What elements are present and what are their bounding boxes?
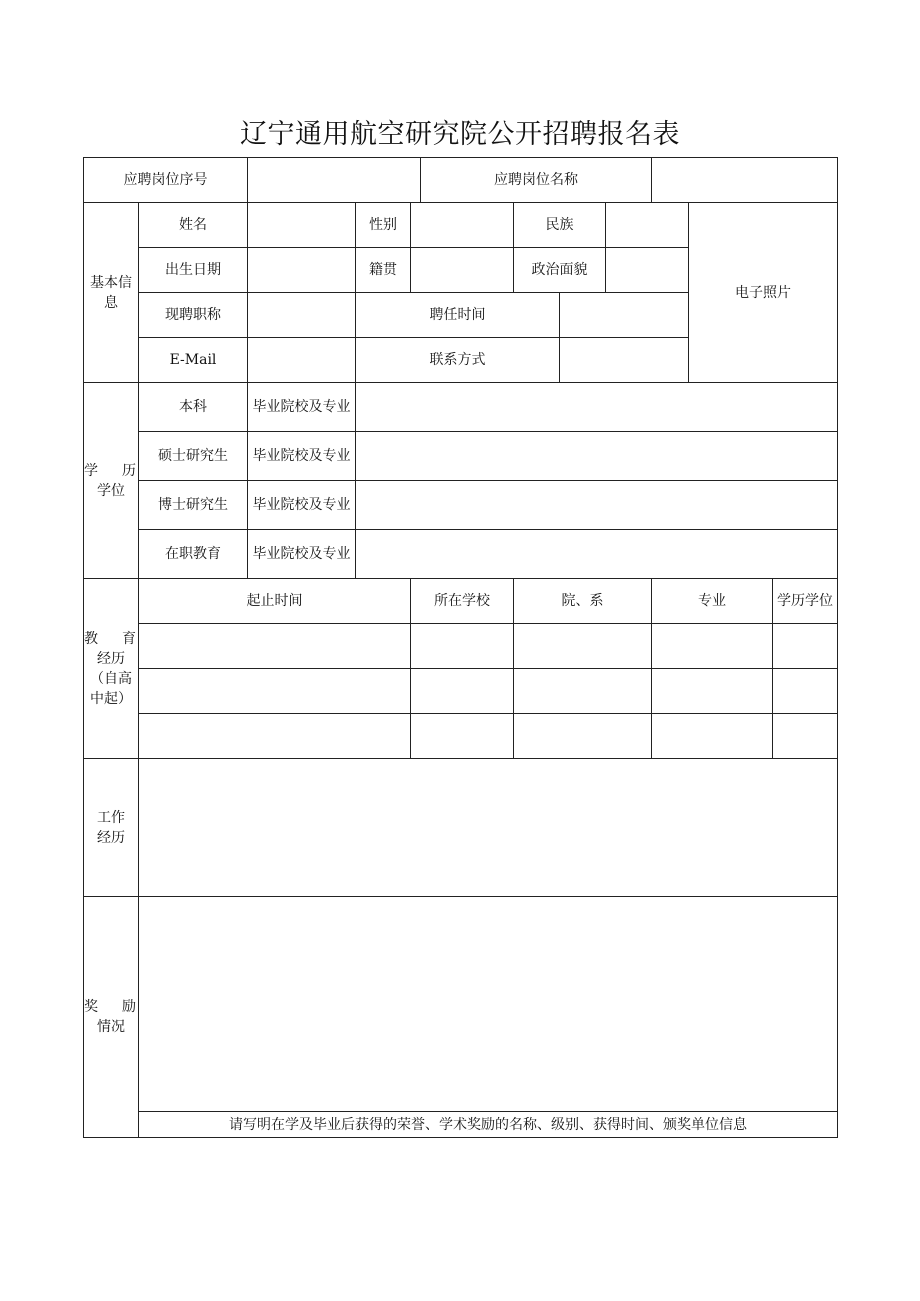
- degree-level-label: 本科: [139, 383, 248, 432]
- native-place-field[interactable]: [411, 248, 514, 293]
- work-section-label: 工作 经历: [84, 759, 139, 897]
- page-title: 辽宁通用航空研究院公开招聘报名表: [240, 119, 680, 150]
- email-field[interactable]: [248, 338, 356, 383]
- edu-col-major: 专业: [652, 579, 773, 624]
- title-label: 现聘职称: [139, 293, 248, 338]
- degree-section-label: 学 历 学位: [84, 383, 139, 579]
- degree-school-label: 毕业院校及专业: [248, 383, 356, 432]
- ethnicity-label: 民族: [514, 203, 606, 248]
- contact-field[interactable]: [560, 338, 773, 383]
- degree-level-label: 在职教育: [139, 530, 248, 579]
- edu-school-cell[interactable]: [411, 714, 514, 759]
- birthdate-label: 出生日期: [139, 248, 248, 293]
- gender-label: 性别: [356, 203, 411, 248]
- table-row: [84, 624, 838, 669]
- degree-school-field[interactable]: [356, 481, 838, 530]
- title-field[interactable]: [248, 293, 356, 338]
- edu-degree-cell[interactable]: [773, 624, 838, 669]
- degree-level-label: 硕士研究生: [139, 432, 248, 481]
- edu-col-department: 院、系: [514, 579, 652, 624]
- edu-department-cell[interactable]: [514, 669, 652, 714]
- awards-field[interactable]: [139, 897, 838, 1112]
- edu-department-cell[interactable]: [514, 624, 652, 669]
- political-label: 政治面貌: [514, 248, 606, 293]
- table-row: [84, 669, 838, 714]
- edu-major-cell[interactable]: [652, 714, 773, 759]
- work-history-field[interactable]: [139, 759, 838, 897]
- native-place-label: 籍贯: [356, 248, 411, 293]
- edu-school-cell[interactable]: [411, 669, 514, 714]
- edu-school-cell[interactable]: [411, 624, 514, 669]
- edu-col-degree: 学历学位: [773, 579, 838, 624]
- post-number-label: 应聘岗位序号: [84, 158, 248, 203]
- degree-school-label: 毕业院校及专业: [248, 481, 356, 530]
- degree-school-field[interactable]: [356, 530, 838, 579]
- registration-form: [83, 157, 838, 1138]
- gender-field[interactable]: [411, 203, 514, 248]
- edu-degree-cell[interactable]: [773, 669, 838, 714]
- political-field[interactable]: [606, 248, 689, 293]
- post-name-field[interactable]: [652, 158, 838, 203]
- edu-degree-cell[interactable]: [773, 714, 838, 759]
- post-name-label: 应聘岗位名称: [421, 158, 652, 203]
- edu-period-cell[interactable]: [139, 669, 411, 714]
- basic-info-section-label: 基本信息: [84, 203, 139, 383]
- education-section-label: 教 育 经历（自高 中起）: [84, 579, 139, 759]
- awards-note: 请写明在学及毕业后获得的荣誉、学术奖励的名称、级别、获得时间、颁奖单位信息: [139, 1112, 838, 1138]
- degree-school-field[interactable]: [356, 432, 838, 481]
- edu-major-cell[interactable]: [652, 669, 773, 714]
- appoint-time-label: 聘任时间: [356, 293, 560, 338]
- edu-period-cell[interactable]: [139, 624, 411, 669]
- degree-school-label: 毕业院校及专业: [248, 432, 356, 481]
- photo-area[interactable]: 电子照片: [689, 203, 838, 383]
- email-label: E-Mail: [139, 338, 248, 383]
- ethnicity-field[interactable]: [606, 203, 689, 248]
- table-row: [84, 714, 838, 759]
- awards-section-label: 奖 励 情况: [84, 897, 139, 1138]
- degree-school-label: 毕业院校及专业: [248, 530, 356, 579]
- edu-department-cell[interactable]: [514, 714, 652, 759]
- edu-major-cell[interactable]: [652, 624, 773, 669]
- edu-col-period: 起止时间: [139, 579, 411, 624]
- name-field[interactable]: [248, 203, 356, 248]
- edu-period-cell[interactable]: [139, 714, 411, 759]
- contact-label: 联系方式: [356, 338, 560, 383]
- degree-level-label: 博士研究生: [139, 481, 248, 530]
- name-label: 姓名: [139, 203, 248, 248]
- post-number-field[interactable]: [248, 158, 421, 203]
- birthdate-field[interactable]: [248, 248, 356, 293]
- degree-school-field[interactable]: [356, 383, 838, 432]
- edu-col-school: 所在学校: [411, 579, 514, 624]
